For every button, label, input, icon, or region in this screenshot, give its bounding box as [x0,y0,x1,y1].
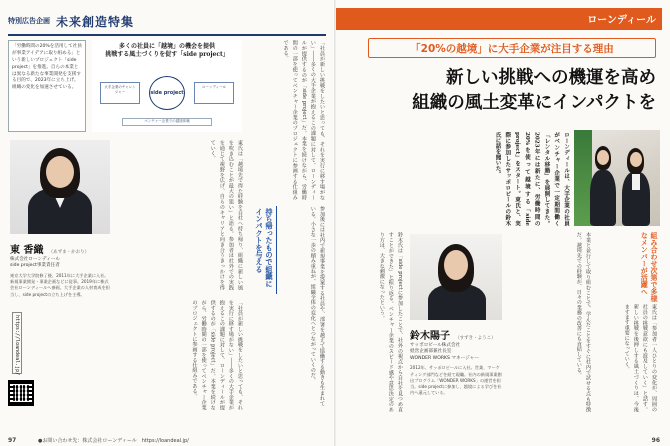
left-page-number: 97 [8,437,17,444]
figure-caption [92,43,242,59]
suzuki-name-block [410,324,502,397]
qr-code[interactable] [8,380,34,406]
suzuki-kana: （すずき・ようこ） [455,336,496,341]
duo-person-2-shirt [632,174,640,190]
headline-line-2: 組織の風土変革にインパクトを [412,92,656,113]
azuma-bio: 東京大学大学院修了後、2011年に大手企業に入社。新規事業開発・事業企画などに従事。2019年に株式会社ローンディールへ参画。大手企業の人材育成を担当し、side projectの立ち上げを主導。 [10,272,110,297]
azuma-portrait [10,140,110,234]
right-body-right: 東氏は「参加者一人ひとりの変化が、周囲の社員の挑戦意欲にも波及していく」と話す。新しい挑戦を後押しする風土づくりは、今後ますます重要になっていく。 [623,304,657,412]
azuma-affil-2: side project事業責任者 [10,263,60,269]
main-headline [344,66,656,115]
figure-center-circle: side project [149,76,185,110]
figure-caption-line-1: 多くの社員に「越境」の機会を提供 [118,43,215,50]
figure-flow [100,76,234,116]
azuma-affil-1: 株式会社ローンディール [10,257,60,262]
left-subheading: 持ち帰ったもので組織にインパクトを与える [254,208,274,288]
portrait-face [46,156,74,188]
figure-box-left: 大手企業のチャレンジャー [100,82,140,104]
kicker-box: 「20%の越境」に大手企業が注目する理由 [368,38,656,58]
azuma-name-block [10,238,110,298]
right-body-left: 鈴木氏は「side projectに参加したことで、社外の視点から自社を見つめ直すことができた」と振り返る。ベンチャー企業のスピード感や意思決定のあり方は、大きな刺激になったという。 [378,232,403,412]
footer-contact: ●お問い合わせ先：株式会社ローンディール https://loandeal.jp/ [37,438,189,444]
duo-person-1-face [597,150,609,165]
page-gutter [334,0,336,446]
left-body-top: 「社員が新しい挑戦をしたいと思っても、それを実行に移す場がない」――多くの大手企業が抱えるこの課題に対して、ローンディールが提供するのが「side project」だ。本業を続けながら、労働時間の一部を使ってベンチャー企業のプロジェクトに参画する仕組みである。 [282,40,325,200]
suzuki-name: 鈴木陽子 [410,331,450,342]
left-footer [8,437,189,444]
info-box: 「労働時間の20%を活用して社員が事業アイデアに取り組める」という新しいプロジェクト「side project」を推進。自らの本業とは異なる新たな事業開発を支援する目的で、2023年に立ち上げ。組織の変化を加速させている。 [8,40,86,132]
duo-photo [574,130,660,226]
suzuki-portrait [410,234,502,320]
suzuki-face [444,250,468,280]
suzuki-affil-3: WONDER WORKS マネージャー [410,355,479,361]
header-rule [8,34,326,36]
duo-person-2-face [630,152,642,167]
suzuki-affil-2: 経営企画部兼社長室 [410,349,452,355]
lead-text: ローンディールは、大手企業の社員がベンチャー企業で一定期間働く「レンタル移籍」を展開してきた。2023年には新たに、労働時間の20%を使って越境する「side project」をスタート。東氏と、実際に参加したサッポロビールの鈴木氏に話を聞いた。 [494,132,569,226]
headline-line-1: 新しい挑戦への機運を高め [446,68,656,88]
figure-box-right: ローンディール [194,82,234,104]
left-body-middle: 東氏は「越境先で得た経験を自社へ持ち帰り、組織に新しい風を吹き込むことが最大の狙い」と語る。参加者は社外での実践を通じて視野を広げ、自らのキャリアと向き合うきっかけを得ていく。 [209,140,243,290]
section-small-label: 特別広告企画 [8,17,50,25]
left-page-header [8,8,134,34]
qr-pattern [13,385,29,401]
figure-caption-line-2: 挑戦する風土づくりを促す「side project」 [105,50,229,58]
azuma-name: 東 香織 [10,245,44,256]
orange-subheading: 組み合わせ次第で多様なメンバーが活躍へ [640,232,658,302]
section-title: 未来創造特集 [56,14,135,29]
brand-label: ローンディール [587,15,656,26]
figure-bottom-box: ベンチャー企業での越境体験 [122,118,212,126]
website-url[interactable]: https://loandeal.jp/ [12,312,22,374]
duo-person-1-suit [590,170,616,226]
right-footer [652,437,660,444]
right-body-middle: 本業と並行して取り組むことで、学んだことをすぐに社内で試せる点も特徴だ。越境先での経験が、日々の業務の改善にも直結している。 [575,232,591,412]
azuma-kana: （あずま・かおり） [48,250,90,255]
side-project-diagram [92,40,242,132]
right-page-number: 96 [651,437,660,444]
left-body-bottom: 「社員が新しい挑戦をしたいと思っても、それを実行に移す場がない」――多くの大手企業が抱えるこの課題に対して、ローンディールが提供するのが「side project」だ。本業を続けながら、労働時間の一部を使ってベンチャー企業のプロジェクトに参画する仕組みである。 [191,300,243,410]
left-subheading-rule [276,206,277,294]
suzuki-affil-1: サッポロビール株式会社 [410,343,461,348]
suzuki-bio: 2012年、サッポロビールに入社。営業、マーケティング部門などを経て現職。社内の新規事業創出プログラム「WONDER WORKS」の運営を担当。side projectに参加し、越境による学びを社内へ還元している。 [410,365,502,396]
left-body-right-col: 参加後には社内で新規事業を提案する社員や、部署を越えて協働する動きも生まれている。小さな一歩の積み重ねが、組織全体の変化へとつながっていくのだ。 [309,206,325,406]
